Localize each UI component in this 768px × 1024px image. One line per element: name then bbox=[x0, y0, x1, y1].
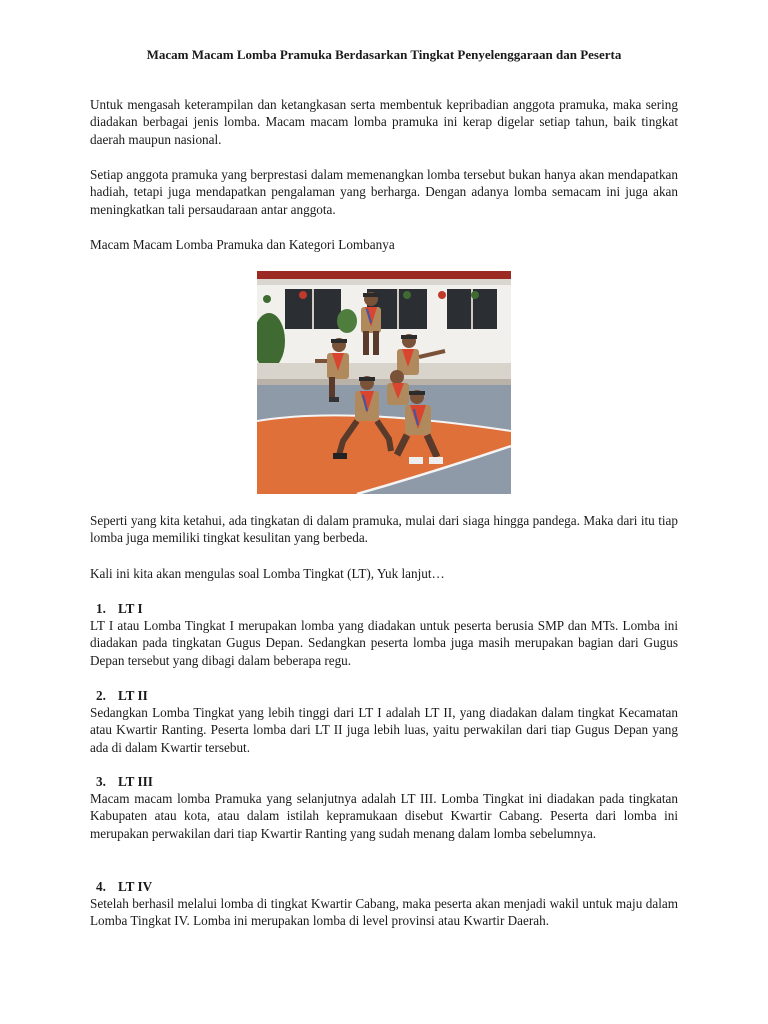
paragraph-transition: Kali ini kita akan mengulas soal Lomba Tingkat (LT), Yuk lanjut… bbox=[90, 566, 445, 581]
list-number: 3. bbox=[96, 774, 106, 789]
section-heading-lt4 bbox=[96, 878, 152, 895]
section-subtitle: Macam Macam Lomba Pramuka dan Kategori Lombanya bbox=[90, 237, 395, 252]
document-title: Macam Macam Lomba Pramuka Berdasarkan Tingkat Penyelenggaraan dan Peserta bbox=[146, 47, 622, 62]
heading-label: LT IV bbox=[118, 879, 153, 894]
section-body-lt4: Setelah berhasil melalui lomba di tingkat Kwartir Cabang, maka peserta akan menjadi wakil untuk maju dalam Lomba Tingkat IV. Lomba ini merupakan lomba di level provinsi atau Kwartir Daerah. bbox=[90, 896, 678, 929]
section-heading-lt1 bbox=[96, 600, 143, 617]
section-body-lt2: Sedangkan Lomba Tingkat yang lebih tinggi dari LT I adalah LT II, yang diadakan dalam tingkat Kecamatan atau Kwartir Ranting. Peserta lomba dari LT II juga lebih luas, yaitu perwakilan dari tiap Gugus Depan yang ada di dalam Kwartir tersebut. bbox=[90, 705, 678, 755]
heading-label: LT I bbox=[118, 601, 143, 616]
section-heading-lt2 bbox=[96, 687, 148, 704]
section-body-lt1: LT I atau Lomba Tingkat I merupakan lomba yang diadakan untuk peserta berusia SMP dan MTs. Lomba ini diadakan pada tingkatan Gugus Depan. Sedangkan peserta lomba juga masih merupakan bagian dari Gugus Depan tersebut yang dibagi dalam beberapa regu. bbox=[90, 618, 678, 668]
list-number: 2. bbox=[96, 688, 106, 703]
scout-group-photo bbox=[257, 271, 511, 494]
list-number: 4. bbox=[96, 879, 106, 894]
paragraph-intro: Untuk mengasah keterampilan dan ketangkasan serta membentuk kepribadian anggota pramuka, maka sering diadakan berbagai jenis lomba. Macam macam lomba pramuka ini kerap digelar setiap tahun, baik tingkat daerah maupun nasional. bbox=[90, 97, 678, 147]
heading-label: LT III bbox=[118, 774, 153, 789]
section-body-lt3: Macam macam lomba Pramuka yang selanjutnya adalah LT III. Lomba Tingkat ini diadakan pada tingkatan Kabupaten atau kota, atau dalam istilah kepramukaan disebut Kwartir Cabang. Peserta dari lomba ini merupakan perwakilan dari tiap Kwartir Ranting yang sudah menang dalam lomba sebelumnya. bbox=[90, 791, 678, 841]
list-number: 1. bbox=[96, 601, 106, 616]
section-heading-lt3 bbox=[96, 773, 153, 790]
paragraph-achievement: Setiap anggota pramuka yang berprestasi dalam memenangkan lomba tersebut bukan hanya akan mendapatkan hadiah, tetapi juga mendapatkan pengalaman yang berharga. Dengan adanya lomba semacam ini juga akan meningkatkan tali persaudaraan antar anggota. bbox=[90, 167, 678, 217]
heading-label: LT II bbox=[118, 688, 148, 703]
paragraph-levels: Seperti yang kita ketahui, ada tingkatan di dalam pramuka, mulai dari siaga hingga pandega. Maka dari itu tiap lomba juga memiliki tingkat kesulitan yang berbeda. bbox=[90, 513, 678, 546]
scout-photo-illustration bbox=[257, 271, 511, 494]
